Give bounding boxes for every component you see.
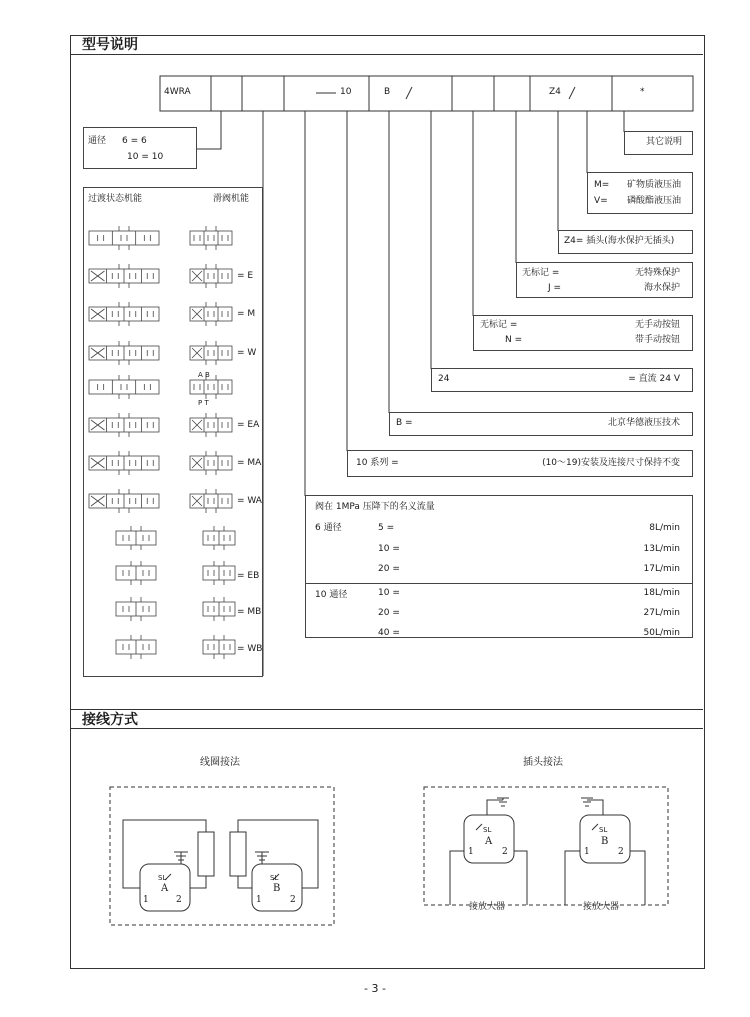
- function-label-ma: = MA: [237, 458, 262, 468]
- fluid-desc-1: 矿物质液压油: [627, 180, 682, 190]
- function-label-w: = W: [237, 348, 257, 358]
- sl-label-right: SL: [270, 874, 279, 882]
- function-label-eb: = EB: [237, 571, 260, 581]
- flow-code: 5 =: [378, 523, 395, 533]
- plug-wiring-title: 插头接法: [523, 757, 563, 768]
- protect-desc-2: 海水保护: [643, 283, 680, 293]
- manual-desc-2: 带手动按钮: [634, 335, 680, 345]
- make-code: B =: [396, 418, 413, 428]
- plug-b-label: B: [601, 836, 609, 847]
- section-heading-model: 型号说明: [70, 35, 703, 55]
- flow-title: 阀在 1MPa 压降下的名义流量: [315, 502, 435, 512]
- function-label-m: = M: [237, 309, 256, 319]
- diameter-line-2: 10 = 10: [127, 152, 164, 162]
- flow-code: 20 =: [378, 564, 400, 574]
- plug-a-label: A: [485, 836, 493, 847]
- fluid-code-1: M=: [594, 180, 610, 190]
- diameter-title: 通径: [88, 136, 107, 146]
- function-right-header: 滑阀机能: [213, 194, 250, 204]
- section-heading-wiring: 接线方式: [70, 709, 703, 729]
- flow-value: 17L/min: [643, 564, 680, 574]
- coil-wiring-title: 线圈接法: [200, 757, 240, 768]
- sl-label-plug-a: SL: [483, 826, 492, 834]
- flow-code: 10 =: [378, 588, 400, 598]
- series-code: 10 系列 =: [356, 458, 399, 468]
- flow-group-label: 10 通径: [315, 590, 348, 600]
- series-desc: (10～19)安装及连接尺寸保持不变: [542, 458, 680, 468]
- code-make: B: [384, 87, 391, 97]
- code-model: 4WRA: [164, 87, 191, 97]
- flow-code: 10 =: [378, 544, 400, 554]
- flow-group-label: 6 通径: [315, 523, 342, 533]
- diameter-line-1: 6 = 6: [122, 136, 147, 146]
- flow-value: 18L/min: [643, 588, 680, 598]
- function-label-wa: = WA: [237, 496, 262, 506]
- sl-label-plug-b: SL: [599, 826, 608, 834]
- solenoid-b-label: B: [273, 883, 281, 894]
- pin-2-label: 2: [176, 895, 182, 905]
- pin-1-label: 1: [143, 895, 149, 905]
- function-label-wb: = WB: [237, 644, 263, 654]
- voltage-desc: = 直流 24 V: [628, 374, 680, 384]
- function-label-e: = E: [237, 271, 254, 281]
- flow-value: 27L/min: [643, 608, 680, 618]
- code-voltage: Z4: [549, 87, 561, 97]
- function-label-mb: = MB: [237, 607, 262, 617]
- code-series: 10: [340, 87, 352, 97]
- solenoid-a-label: A: [161, 883, 169, 894]
- flow-code: 40 =: [378, 628, 400, 638]
- flow-code: 20 =: [378, 608, 400, 618]
- protect-code-1: 无标记 =: [522, 268, 560, 278]
- port-label-pt: P T: [198, 399, 209, 407]
- voltage-code: 24: [438, 374, 450, 384]
- page-number: - 3 -: [364, 982, 386, 995]
- amplifier-label-2: 接放大器: [583, 902, 620, 912]
- function-label-ea: = EA: [237, 420, 260, 430]
- manual-code-2: N =: [505, 335, 523, 345]
- plug-text: Z4= 插头(海水保护无插头): [564, 236, 675, 246]
- sl-label-left: SL: [158, 874, 167, 882]
- port-label-ab: A B: [198, 371, 210, 379]
- function-left-header: 过渡状态机能: [88, 194, 143, 204]
- pin-1-label: 1: [256, 895, 262, 905]
- other-text: 其它说明: [646, 137, 683, 147]
- flow-value: 13L/min: [643, 544, 680, 554]
- manual-desc-1: 无手动按钮: [634, 320, 680, 330]
- pin-1-label: 1: [584, 847, 590, 857]
- pin-2-label: 2: [502, 847, 508, 857]
- flow-value: 50L/min: [643, 628, 680, 638]
- pin-2-label: 2: [618, 847, 624, 857]
- pin-2-label: 2: [290, 895, 296, 905]
- protect-code-2: J =: [548, 283, 562, 293]
- flow-value: 8L/min: [649, 523, 680, 533]
- code-other: *: [640, 87, 645, 97]
- fluid-code-2: V=: [594, 196, 608, 206]
- make-desc: 北京华德液压技术: [607, 418, 680, 428]
- protect-desc-1: 无特殊保护: [634, 268, 680, 278]
- fluid-desc-2: 磷酸酯液压油: [627, 196, 682, 206]
- amplifier-label-1: 接放大器: [469, 902, 506, 912]
- pin-1-label: 1: [468, 847, 474, 857]
- manual-code-1: 无标记 =: [480, 320, 518, 330]
